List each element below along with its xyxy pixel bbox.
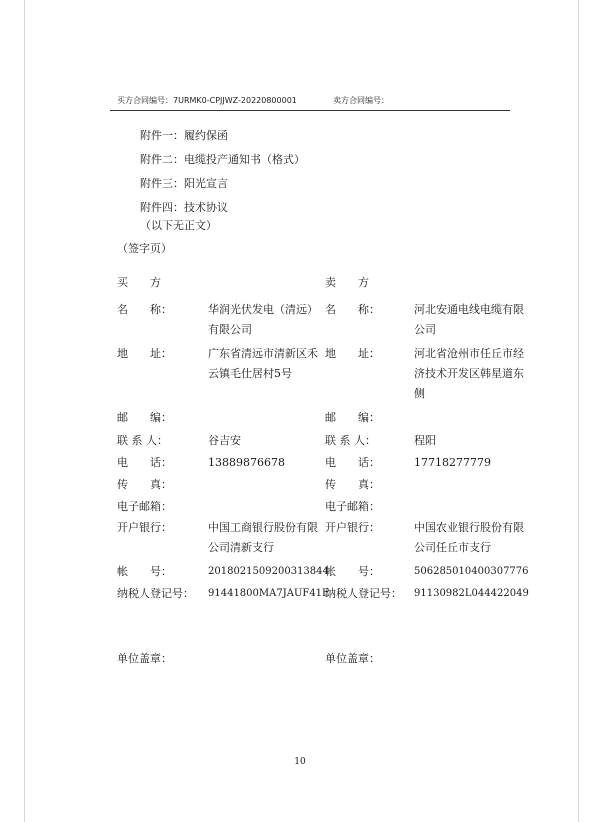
seller-tax-label: 纳税人登记号： [325,587,402,600]
buyer-address-label: 地 址： [117,347,172,360]
scan-edge-right [578,0,579,822]
seller-seal-label: 单位盖章： [325,652,380,665]
seller-bank-label: 开户银行： [325,521,380,534]
attachment-3: 附件三：阳光宣言 [140,177,228,190]
buyer-contract-number-label: 买方合同编号： [117,96,173,105]
seller-bank: 中国农业银行股份有限公司任丘市支行 [414,521,524,554]
buyer-seal-label: 单位盖章： [117,652,172,665]
seller-tax-id: 91130982L044422049 [414,588,529,599]
buyer-bank-label: 开户银行： [117,521,172,534]
attachment-1: 附件一：履约保函 [140,129,228,142]
buyer-fax-label: 传 真： [117,478,172,491]
no-text-below: （以下无正文） [140,219,217,232]
seller-account: 506285010400307776 [414,566,529,577]
buyer-account-label: 帐 号： [117,565,172,578]
seller-contact: 程阳 [414,434,436,447]
buyer-name-label: 名 称： [117,303,172,316]
buyer-phone-label: 电 话： [117,456,172,469]
seller-address-label: 地 址： [325,347,380,360]
buyer-phone: 13889876678 [208,456,285,469]
buyer-contact-label: 联 系 人： [117,434,168,447]
buyer-bank: 中国工商银行股份有限公司清新支行 [208,521,318,554]
buyer-tax-label: 纳税人登记号： [117,587,194,600]
buyer-account: 2018021509200313844 [208,566,329,577]
seller-contract-number-label: 卖方合同编号： [333,96,389,105]
attachment-2: 附件二：电缆投产通知书（格式） [140,153,305,166]
seller-address: 河北省沧州市任丘市经济技术开发区韩星道东侧 [414,347,524,400]
page-number: 10 [294,757,306,767]
seller-account-label: 帐 号： [325,565,380,578]
seller-name-label: 名 称： [325,303,380,316]
buyer-tax-id: 91441800MA7JAUF41E [208,588,330,599]
seller-contact-label: 联 系 人： [325,434,376,447]
seller-postcode-label: 邮 编： [325,411,380,424]
scan-edge-left [24,0,25,822]
seller-party-label: 卖 方 [325,276,369,289]
seller-phone-label: 电 话： [325,456,380,469]
buyer-name: 华润光伏发电（清远）有限公司 [208,303,318,336]
attachment-4: 附件四：技术协议 [140,201,228,214]
header-rule [110,110,510,111]
seller-name: 河北安通电线电缆有限公司 [414,303,524,336]
buyer-party-label: 买 方 [117,276,161,289]
buyer-address: 广东省清远市清新区禾云镇毛仕居村5号 [208,347,318,380]
buyer-postcode-label: 邮 编： [117,411,172,424]
signature-page-note: （签字页） [117,242,172,255]
seller-phone: 17718277779 [414,456,491,469]
buyer-email-label: 电子邮箱： [117,500,172,513]
buyer-contact: 谷吉安 [208,434,241,447]
seller-email-label: 电子邮箱： [325,500,380,513]
buyer-contract-number [117,95,297,106]
buyer-contract-number-value: 7URMK0-CPJJWZ-20220800001 [173,96,297,105]
seller-fax-label: 传 真： [325,478,380,491]
